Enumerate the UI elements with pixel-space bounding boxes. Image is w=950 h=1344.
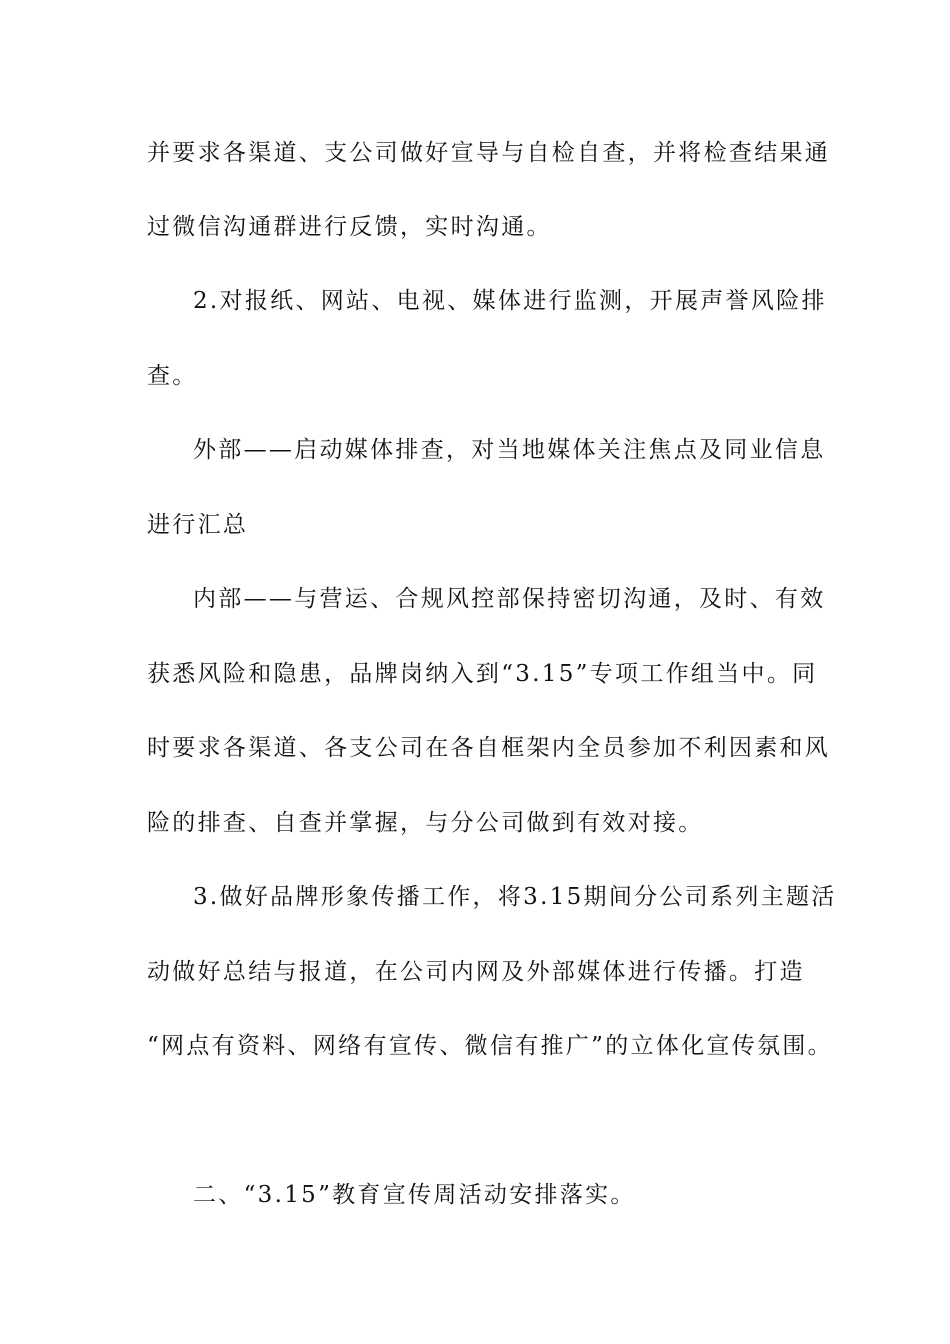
text-line-4: 查。 — [147, 363, 198, 389]
text-line-2: 过微信沟通群进行反馈，实时沟通。 — [147, 214, 552, 240]
text-line-1: 并要求各渠道、支公司做好宣导与自检自查，并将检查结果通 — [147, 140, 831, 166]
text-line-8: 获悉风险和隐患，品牌岗纳入到“3.15”专项工作组当中。同 — [147, 661, 818, 687]
text-line-3: 2.对报纸、网站、电视、媒体进行监测，开展声誉风险排 — [193, 288, 827, 314]
text-line-10: 险的排查、自查并掌握，与分公司做到有效对接。 — [147, 810, 704, 836]
text-line-13: “网点有资料、网络有宣传、微信有推广”的立体化宣传氛围。 — [147, 1033, 833, 1059]
text-line-12: 动做好总结与报道，在公司内网及外部媒体进行传播。打造 — [147, 959, 805, 985]
text-line-9: 时要求各渠道、各支公司在各自框架内全员参加不利因素和风 — [147, 735, 831, 761]
section-heading: 二、“3.15”教育宣传周活动安排落实。 — [193, 1182, 636, 1208]
text-line-6: 进行汇总 — [147, 512, 249, 538]
text-line-7: 内部——与营运、合规风控部保持密切沟通，及时、有效 — [193, 586, 826, 612]
text-line-11: 3.做好品牌形象传播工作，将3.15期间分公司系列主题活 — [193, 884, 837, 910]
text-line-5: 外部——启动媒体排查，对当地媒体关注焦点及同业信息 — [193, 437, 826, 463]
